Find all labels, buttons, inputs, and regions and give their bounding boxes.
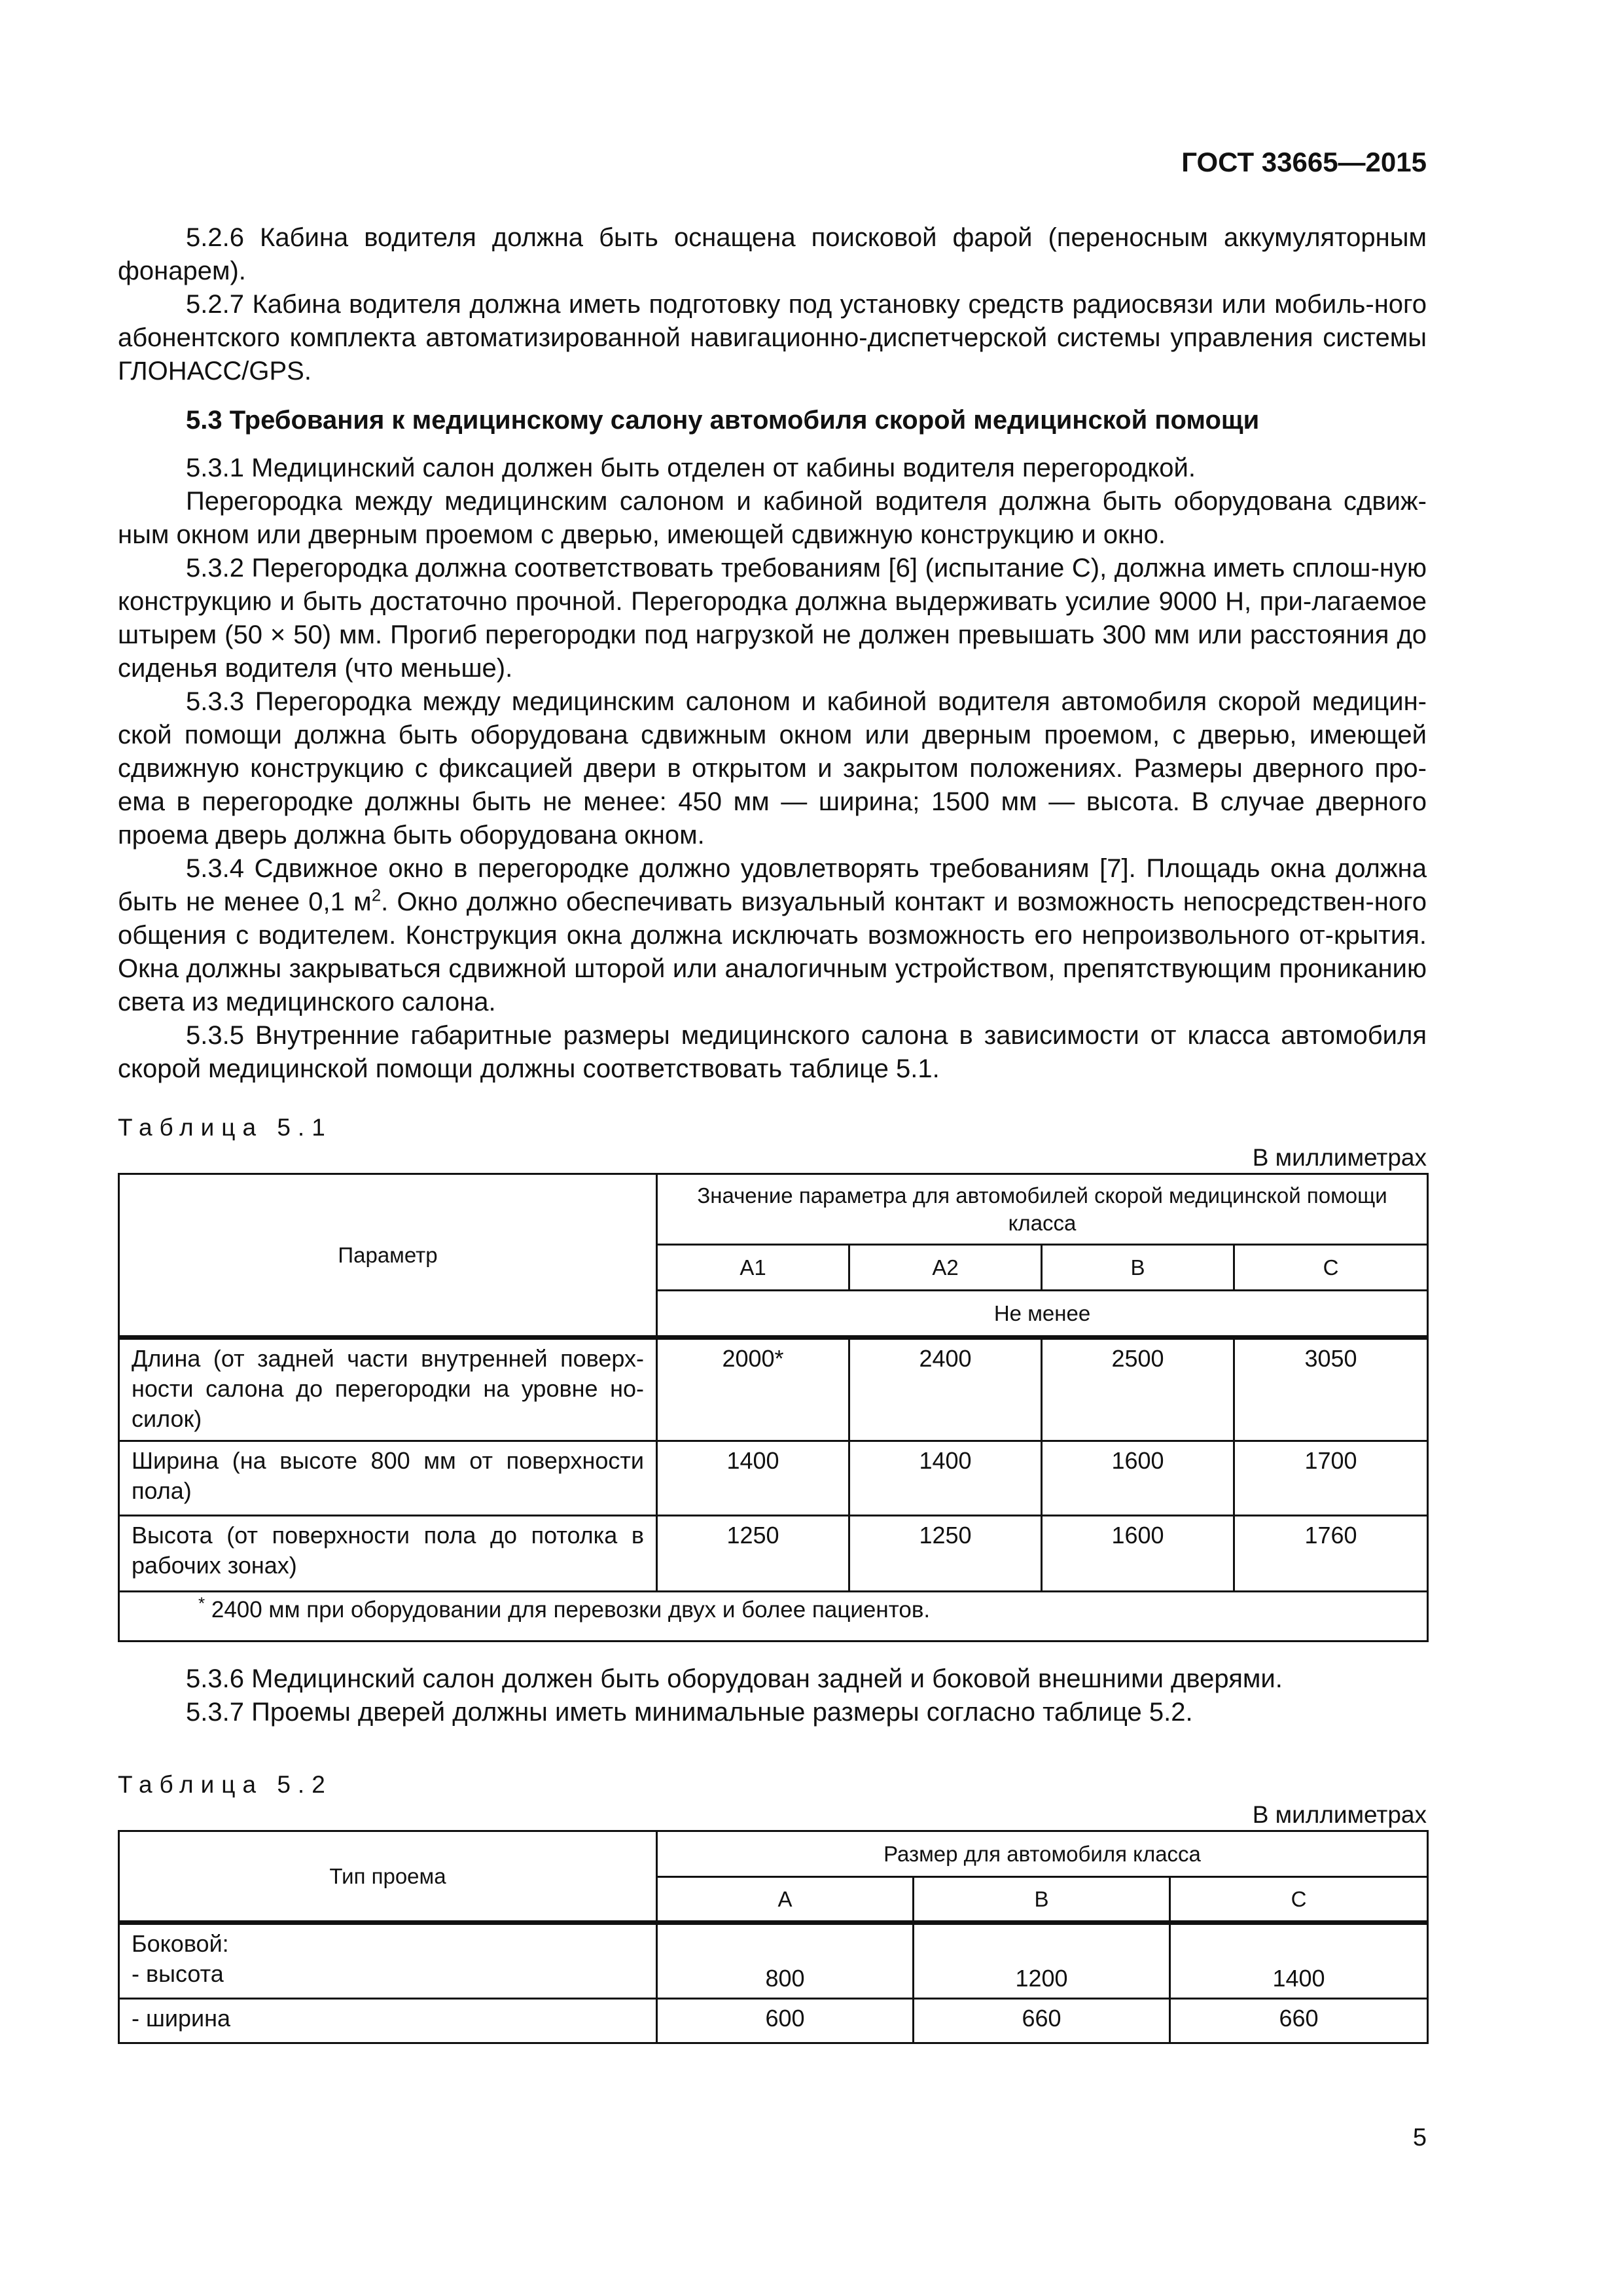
value-cell: 1600: [1042, 1441, 1234, 1516]
body-text-mid: [118, 1662, 1427, 1729]
class-header-a1: А1: [657, 1245, 849, 1291]
value-cell: 1200: [914, 1923, 1170, 1999]
table-row: [119, 1516, 1428, 1592]
type-header-cell: Тип проема: [119, 1831, 657, 1923]
value-cell: 660: [914, 1999, 1170, 2043]
value-cell: 600: [657, 1999, 914, 2043]
paragraph-5-3-1: 5.3.1 Медицинский салон должен быть отделен от кабины водителя перегородкой.: [186, 454, 1196, 482]
value-cell: 660: [1170, 1999, 1428, 2043]
class-header-a2: А2: [849, 1245, 1042, 1291]
table-5-2-block: [118, 1770, 1427, 2044]
value-cell: 1760: [1234, 1516, 1428, 1592]
value-cell: 3050: [1234, 1338, 1428, 1441]
table-row: [119, 1441, 1428, 1516]
min-label-cell: Не менее: [657, 1291, 1428, 1338]
class-header-c: С: [1234, 1245, 1428, 1291]
paragraph-5-3-2: 5.3.2 Перегородка должна соответствовать требованиям [6] (испытание С), должна иметь сплош-ную конструкцию и быть достаточно прочной. Перегородка должна выдерживать усилие 9000 Н, при-лагаемое штырем (50 × 50) мм. Прогиб перегородки под нагрузкой не должен превышать 300 мм или расстояния до сиденья водителя (что меньше).: [118, 554, 1427, 683]
group-header-cell: Значение параметра для автомобилей скорой медицинской помощи класса: [657, 1174, 1428, 1245]
paragraph-5-3-4-part1: 5.3.4 Сдвижное окно в перегородке должно удовлетворять требованиям [7]. Площадь окна должна быть не менее 0,1 м: [118, 854, 1427, 916]
footnote-mark: *: [198, 1593, 205, 1613]
row-side-height: [119, 1923, 657, 1999]
table-5-2-caption: Таблица 5.2: [118, 1771, 332, 1798]
class-header-a: А: [657, 1877, 914, 1923]
paragraph-5-3-4: [118, 852, 1427, 1019]
table-5-2: [118, 1830, 1429, 2044]
table-5-1-block: [118, 1113, 1427, 1642]
value-cell: 2400: [849, 1338, 1042, 1441]
value-cell: 1400: [657, 1441, 849, 1516]
class-header-c: С: [1170, 1877, 1428, 1923]
class-header-b: В: [914, 1877, 1170, 1923]
value-cell: 1250: [657, 1516, 849, 1592]
table-5-1-caption: Таблица 5.1: [118, 1114, 332, 1141]
paragraph-5-3-5: 5.3.5 Внутренние габаритные размеры медицинского салона в зависимости от класса автомобиля скорой медицинской помощи должны соответствовать таблице 5.1.: [118, 1021, 1427, 1083]
paragraph-5-3-7: 5.3.7 Проемы дверей должны иметь минимальные размеры согласно таблице 5.2.: [186, 1698, 1193, 1727]
table-row: [119, 1338, 1428, 1441]
table-5-1-footnote: [119, 1592, 1428, 1641]
value-cell: 1250: [849, 1516, 1042, 1592]
value-cell: 1600: [1042, 1516, 1234, 1592]
page-number: 5: [1412, 2124, 1427, 2151]
table-row: [119, 1999, 1428, 2043]
row-param-length: Длина (от задней части внутренней поверх-ности салона до перегородки на уровне но-силок): [119, 1338, 657, 1441]
body-text-top: [118, 221, 1427, 1086]
value-cell: 2500: [1042, 1338, 1234, 1441]
label-height: - высота: [132, 1960, 224, 1987]
label-side: Боковой:: [132, 1930, 229, 1957]
paragraph-partition: Перегородка между медицинским салоном и кабиной водителя должна быть оборудована сдвиж-ным окном или дверным проемом с дверью, имеющей сдвижную конструкцию и окно.: [118, 487, 1427, 549]
table-5-1-units: В миллиметрах: [1252, 1144, 1427, 1171]
section-heading-5-3: 5.3 Требования к медицинскому салону автомобиля скорой медицинской помощи: [186, 406, 1260, 435]
paragraph-5-3-3: 5.3.3 Перегородка между медицинским салоном и кабиной водителя автомобиля скорой медицин-ской помощи должна быть оборудована сдвижным окном или дверным проемом, с дверью, имеющей сдвижную конструкцию с фиксацией двери в открытом и закрытом положениях. Размеры дверного про-ема в перегородке должны быть не менее: 450 мм — ширина; 1500 мм — высота. В случае дверного проема дверь должна быть оборудована окном.: [118, 687, 1427, 850]
value-cell: 800: [657, 1923, 914, 1999]
superscript-2: 2: [371, 885, 382, 905]
row-param-width: Ширина (на высоте 800 мм от поверхности пола): [119, 1441, 657, 1516]
row-param-height: Высота (от поверхности пола до потолка в рабочих зонах): [119, 1516, 657, 1592]
paragraph-5-2-6: 5.2.6 Кабина водителя должна быть оснащена поисковой фарой (переносным аккумуляторным фонарем).: [118, 223, 1427, 285]
paragraph-5-2-7: 5.2.7 Кабина водителя должна иметь подготовку под установку средств радиосвязи или мобиль-ного абонентского комплекта автоматизированной навигационно-диспетчерской системы управления системы ГЛОНАСС/GPS.: [118, 290, 1427, 386]
value-cell: 2000*: [657, 1338, 849, 1441]
paragraph-5-3-4-part2: . Окно должно обеспечивать визуальный контакт и возможность непосредствен-ного общения с водителем. Конструкция окна должна исключать возможность его непроизвольного от-крытия. Окна должны закрываться сдвижной шторой или аналогичным устройством, препятствующим прониканию света из медицинского салона.: [118, 888, 1427, 1016]
param-header-cell: Параметр: [119, 1174, 657, 1338]
value-cell: 1400: [849, 1441, 1042, 1516]
class-header-b: В: [1042, 1245, 1234, 1291]
size-group-header-cell: Размер для автомобиля класса: [657, 1831, 1428, 1877]
row-width: - ширина: [119, 1999, 657, 2043]
table-row: [119, 1923, 1428, 1999]
table-5-2-units: В миллиметрах: [1252, 1801, 1427, 1828]
footnote-text: 2400 мм при оборудовании для перевозки двух и более пациентов.: [205, 1597, 931, 1623]
value-cell: 1400: [1170, 1923, 1428, 1999]
document-code-header: ГОСТ 33665—2015: [1181, 147, 1427, 177]
paragraph-5-3-6: 5.3.6 Медицинский салон должен быть оборудован задней и боковой внешними дверями.: [186, 1664, 1283, 1693]
value-cell: 1700: [1234, 1441, 1428, 1516]
table-5-1: [118, 1173, 1429, 1642]
